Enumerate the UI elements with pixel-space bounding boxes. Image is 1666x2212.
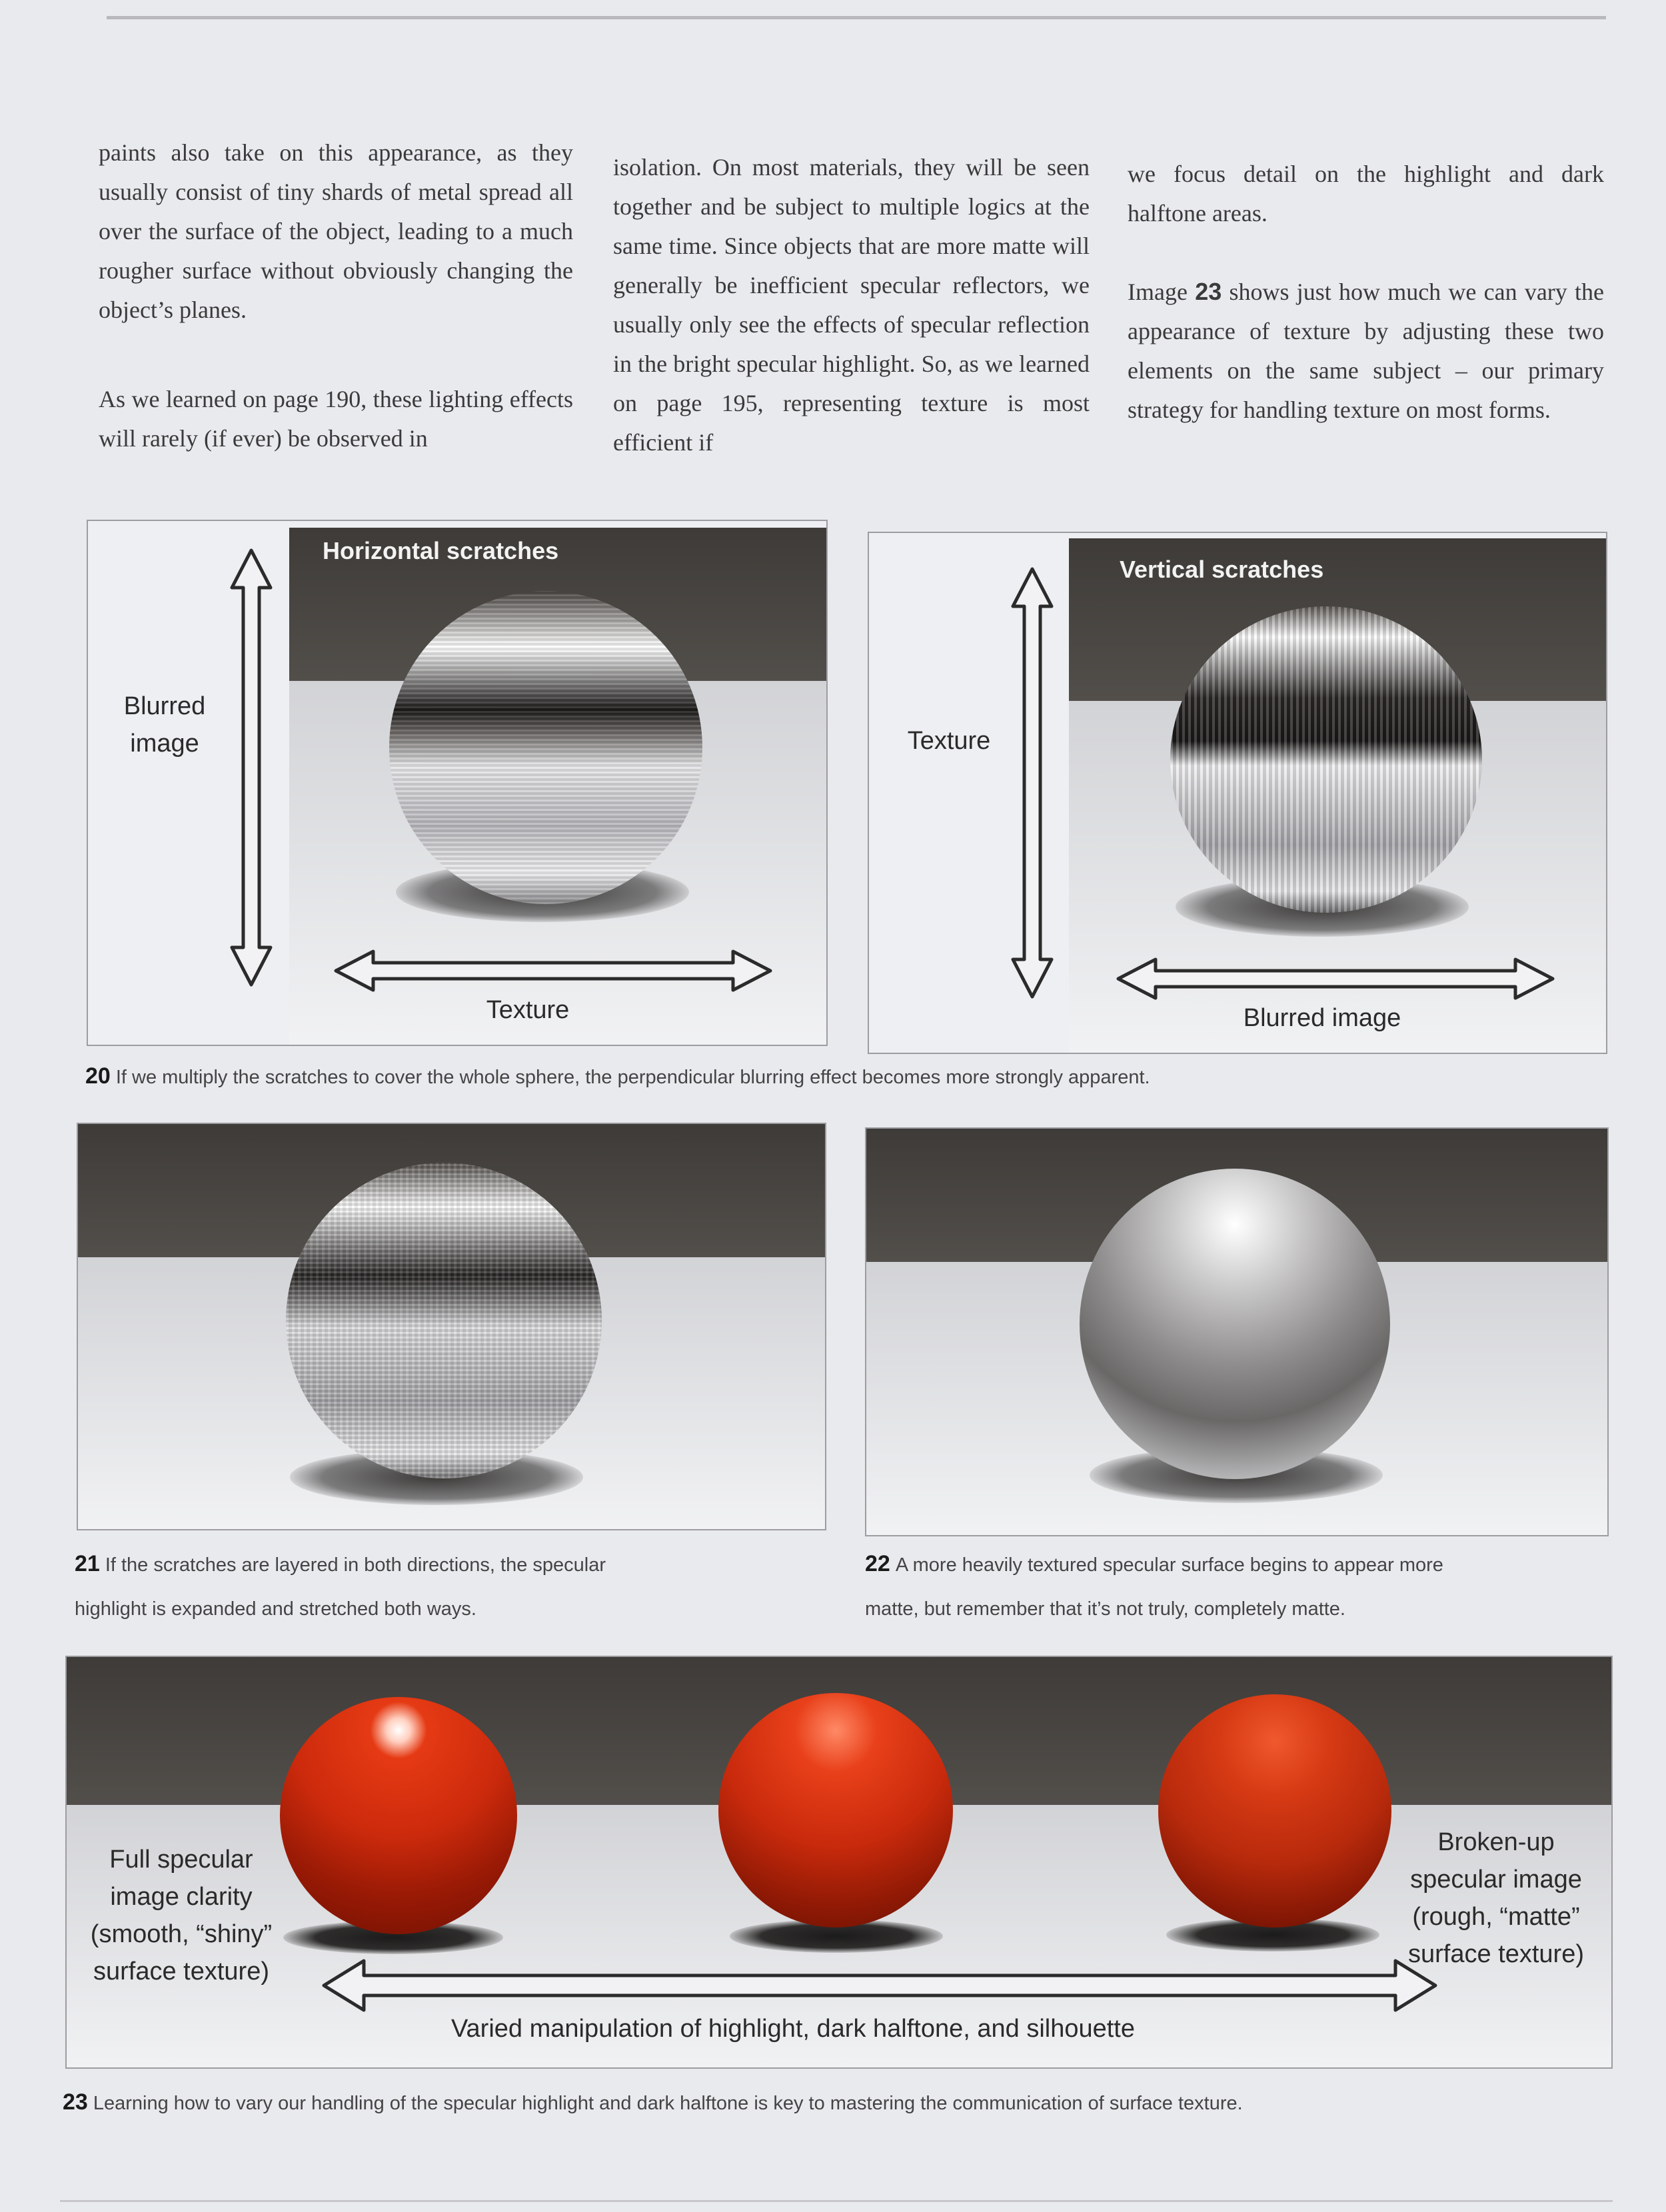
paragraph: isolation. On most materials, they will be seen together and be subject to multiple logics at the same time. Since objects that are more matte will generally be inefficient specular reflectors, we usually only see the effects of specular reflection in the bright specular highlight. So, as we learned on page 195, representing texture is most efficient if [613, 154, 1090, 456]
paragraph: As we learned on page 190, these lighting effects will rarely (if ever) be observed in [99, 386, 573, 452]
paragraph: Image 23 shows just how much we can vary the appearance of texture by adjusting these two elements on the same subject – our primary strategy for handling texture on most forms. [1128, 278, 1604, 423]
heavily-textured-sphere [1080, 1169, 1390, 1479]
figure-20-horizontal [87, 520, 828, 1046]
left-label: Full specular image clarity (smooth, “shiny” surface texture) [90, 1846, 273, 1985]
scratched-sphere-vertical [1170, 606, 1482, 913]
bottom-rule [60, 2200, 1613, 2202]
figure-20-vertical [868, 532, 1607, 1054]
figure-23 [65, 1656, 1613, 2069]
caption-20: 20 If we multiply the scratches to cover the whole sphere, the perpendicular blurring effect becomes more strongly apparent. [85, 1063, 1150, 1089]
scratched-sphere-horizontal [389, 591, 702, 904]
horizontal-double-arrow [333, 947, 773, 994]
semi-matte-red-sphere [718, 1693, 953, 1928]
band-label: Vertical scratches [1120, 556, 1324, 583]
vertical-axis-label: Texture [907, 727, 991, 755]
horizontal-axis-label: Texture [486, 996, 570, 1024]
right-label: Broken-up specular image (rough, “matte” surface texture) [1408, 1828, 1584, 1968]
caption-23: 23 Learning how to vary our handling of the specular highlight and dark halftone is key to mastering the communication of surface texture. [63, 2089, 1243, 2115]
figure-21 [77, 1123, 826, 1530]
caption-22: 22 A more heavily textured specular surface begins to appear more matte, but remember that it’s not truly, completely matte. [865, 1551, 1443, 1620]
text-column-2 [613, 148, 1090, 462]
horizontal-double-arrow [321, 1955, 1438, 2015]
image-reference: 23 [1195, 278, 1222, 305]
arrow-label: Varied manipulation of highlight, dark halftone, and silhouette [451, 2015, 1135, 2043]
shiny-red-sphere [280, 1697, 517, 1934]
caption-21: 21 If the scratches are layered in both directions, the specular highlight is expanded and stretched both ways. [75, 1551, 606, 1620]
figure-22 [865, 1127, 1609, 1536]
horizontal-double-arrow [1116, 955, 1555, 1002]
matte-red-sphere [1158, 1694, 1391, 1928]
paragraph: we focus detail on the highlight and dark halftone areas. [1128, 161, 1604, 227]
vertical-double-arrow [228, 548, 275, 987]
text-column-3 [1128, 155, 1604, 430]
band-label: Horizontal scratches [323, 537, 559, 564]
vertical-axis-label: Blurred image [123, 692, 206, 758]
top-rule [107, 16, 1606, 19]
horizontal-axis-label: Blurred image [1243, 1004, 1401, 1032]
paragraph: paints also take on this appearance, as they usually consist of tiny shards of metal spread all over the surface of the object, leading to a much rougher surface without obviously changing the object’s planes. [99, 139, 573, 323]
crosshatched-sphere [286, 1163, 602, 1478]
text-column-1 [99, 133, 573, 458]
vertical-double-arrow [1009, 566, 1056, 999]
